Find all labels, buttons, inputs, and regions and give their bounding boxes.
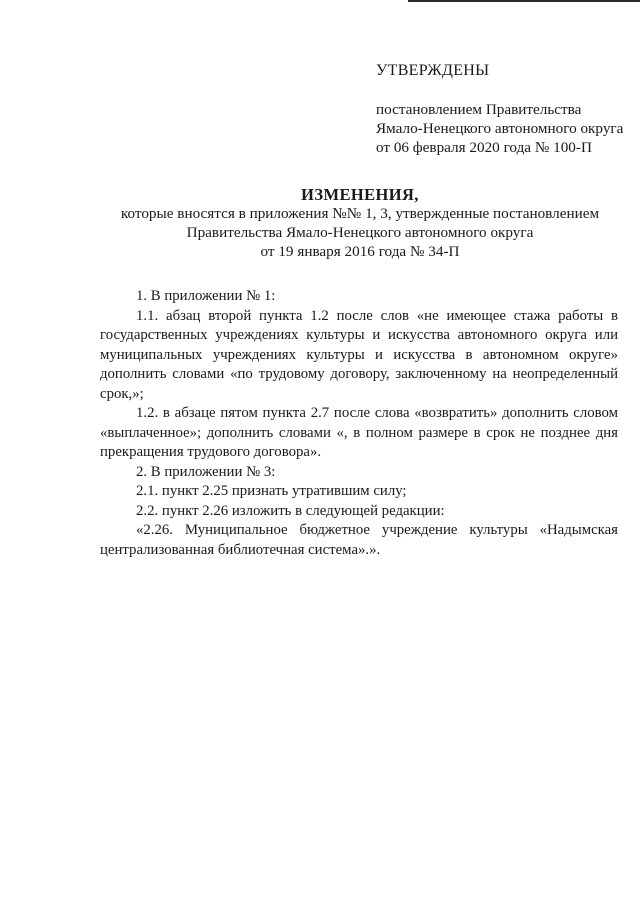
approval-line: постановлением Правительства xyxy=(376,101,582,118)
document-title: ИЗМЕНЕНИЯ, xyxy=(301,185,419,204)
subtitle-line: от 19 января 2016 года № 34-П xyxy=(260,243,460,260)
subtitle-line: которые вносятся в приложения №№ 1, 3, утвержденные постановлением xyxy=(120,205,600,222)
item-2-1: 2.1. пункт 2.25 признать утратившим силу; xyxy=(136,483,407,499)
item-1-1: 1.1. абзац второй пункта 1.2 после слов «не имеющее стажа работы в государственных учреждениях культуры и искусства автономного округа или муниципальных учреждениях культуры и искусства в автономном округе» дополнить словами «по трудовому договору, заключенному на неопределенный срок,»; xyxy=(100,307,618,402)
document-subtitle xyxy=(70,204,640,261)
item-1-2: 1.2. в абзаце пятом пункта 2.7 после слова «возвратить» дополнить словом «выплаченное»; дополнить словами «, в полном размере в срок не позднее дня прекращения трудового договора». xyxy=(100,405,618,460)
section-1-heading: 1. В приложении № 1: xyxy=(136,288,276,304)
item-2-2: 2.2. пункт 2.26 изложить в следующей редакции: xyxy=(136,502,445,519)
section-2-heading: 2. В приложении № 3: xyxy=(136,463,276,480)
approval-line: Ямало-Ненецкого автономного округа xyxy=(376,120,624,137)
approval-stamp-heading: УТВЕРЖДЕНЫ xyxy=(376,62,490,79)
document-heading xyxy=(70,185,640,261)
document-body xyxy=(100,287,618,560)
subtitle-line: Правительства Ямало-Ненецкого автономного округа xyxy=(186,224,534,241)
approval-details xyxy=(376,100,626,157)
scan-edge-line xyxy=(408,0,640,2)
item-2-26-text: «2.26. Муниципальное бюджетное учреждение культуры «Надымская централизованная библиотечная система».». xyxy=(100,522,618,558)
approval-line: от 06 февраля 2020 года № 100-П xyxy=(376,139,592,156)
